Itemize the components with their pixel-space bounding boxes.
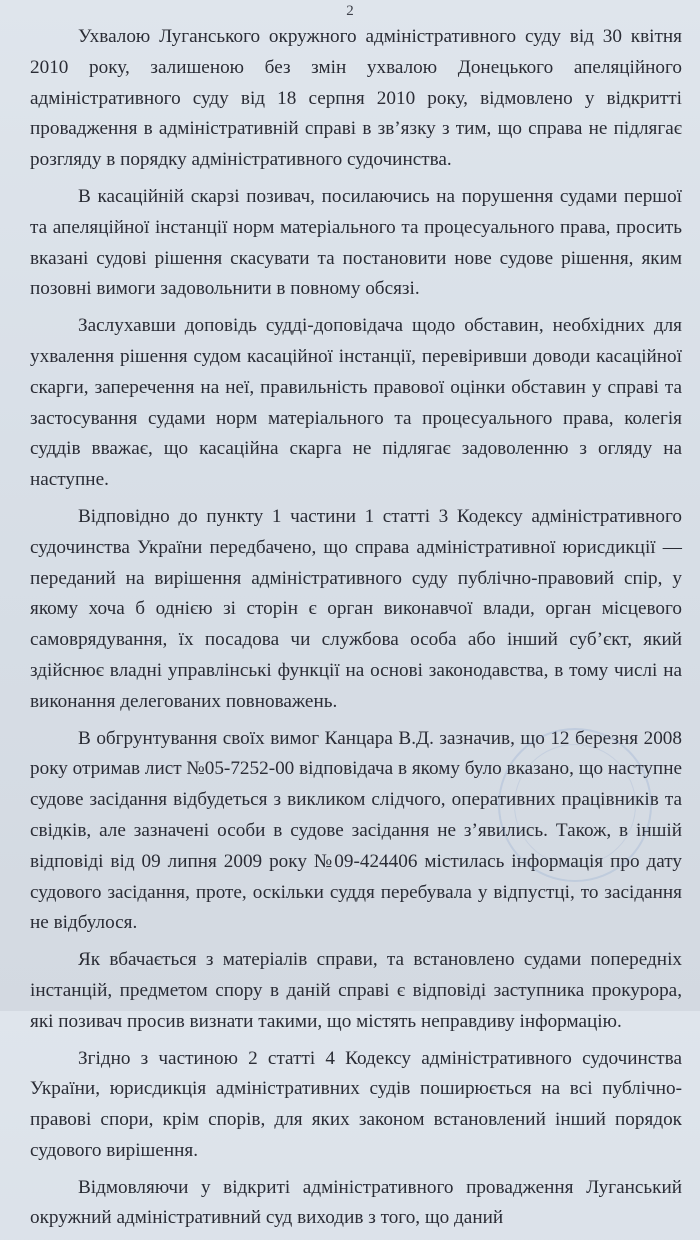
paragraph-cassation-complaint: В касаційній скарзі позивач, посилаючись на порушення судами першої та апеляційної інстанції норм матеріального та процесуального права, просить вказані судові рішення скасувати та постановити нове судове рішення, яким позовні вимоги задовольнити в повному обсязі. <box>30 185 682 300</box>
paragraph-hearing: Заслухавши доповідь судді-доповідача щодо обставин, необхідних для ухвалення рішення судом касаційної інстанції, перевіривши доводи касаційної скарги, заперечення на неї, правильність правової оцінки обставин у справі та застосування судами норм матеріального та процесуального права, колегія суддів вважає, що касаційна скарга не підлягає задоволенню з огляду на наступне. <box>30 315 682 491</box>
paragraph-claim-grounds: В обгрунтування своїх вимог Канцара В.Д. зазначив, що 12 березня 2008 року отримав лист №05-7252-00 відповідача в якому було вказано, що наступне судове засідання відбудеться з викликом слідчого, оперативних працівників та свідків, але зазначені особи в судове засідання не з’явились. Також, в іншій відповіді від 09 липня 2009 року №09-424406 містилась інформація про дату судового засідання, проте, оскільки суддя перебувала у відпустці, то засідання не відбулося. <box>30 727 682 934</box>
paragraph-ruling: Ухвалою Луганського окружного адміністративного суду від 30 квітня 2010 року, залишеною без змін ухвалою Донецького апеляційного адміністративного суду від 18 серпня 2010 року, відмовлено у відкритті провадження в адміністративній справі в зв’язку з тим, що справа не підлягає розгляду в порядку адміністративного судочинства. <box>30 26 682 171</box>
paragraph-code-article-4: Згідно з частиною 2 статті 4 Кодексу адміністративного судочинства України, юрисдикція адміністративних судів поширюється на всі публічно-правові спори, крім спорів, для яких законом встановлений інший порядок судового вирішення. <box>30 1047 682 1161</box>
document-body <box>30 22 682 1240</box>
paragraph-refusal: Відмовляючи у відкриті адміністративного провадження Луганський окружний адміністративний суд виходив з того, що даний <box>30 1176 682 1229</box>
page-number: 2 <box>346 3 354 19</box>
paragraph-code-article-3: Відповідно до пункту 1 частини 1 статті 3 Кодексу адміністративного судочинства України передбачено, що справа адміністративної юрисдикції — переданий на вирішення адміністративного суду публічно-правовий спір, у якому хоча б однією зі сторін є орган виконавчої влади, орган місцевого самоврядування, їх посадова чи службова особа або інший суб’єкт, який здійснює владні управлінські функції на основі законодавства, в тому числі на виконання делегованих повноважень. <box>30 505 682 712</box>
paragraph-case-materials: Як вбачається з матеріалів справи, та встановлено судами попередніх інстанцій, предметом спору в даній справі є відповіді заступника прокурора, які позивач просив визнати такими, що містять неправдиву інформацію. <box>30 949 682 1032</box>
